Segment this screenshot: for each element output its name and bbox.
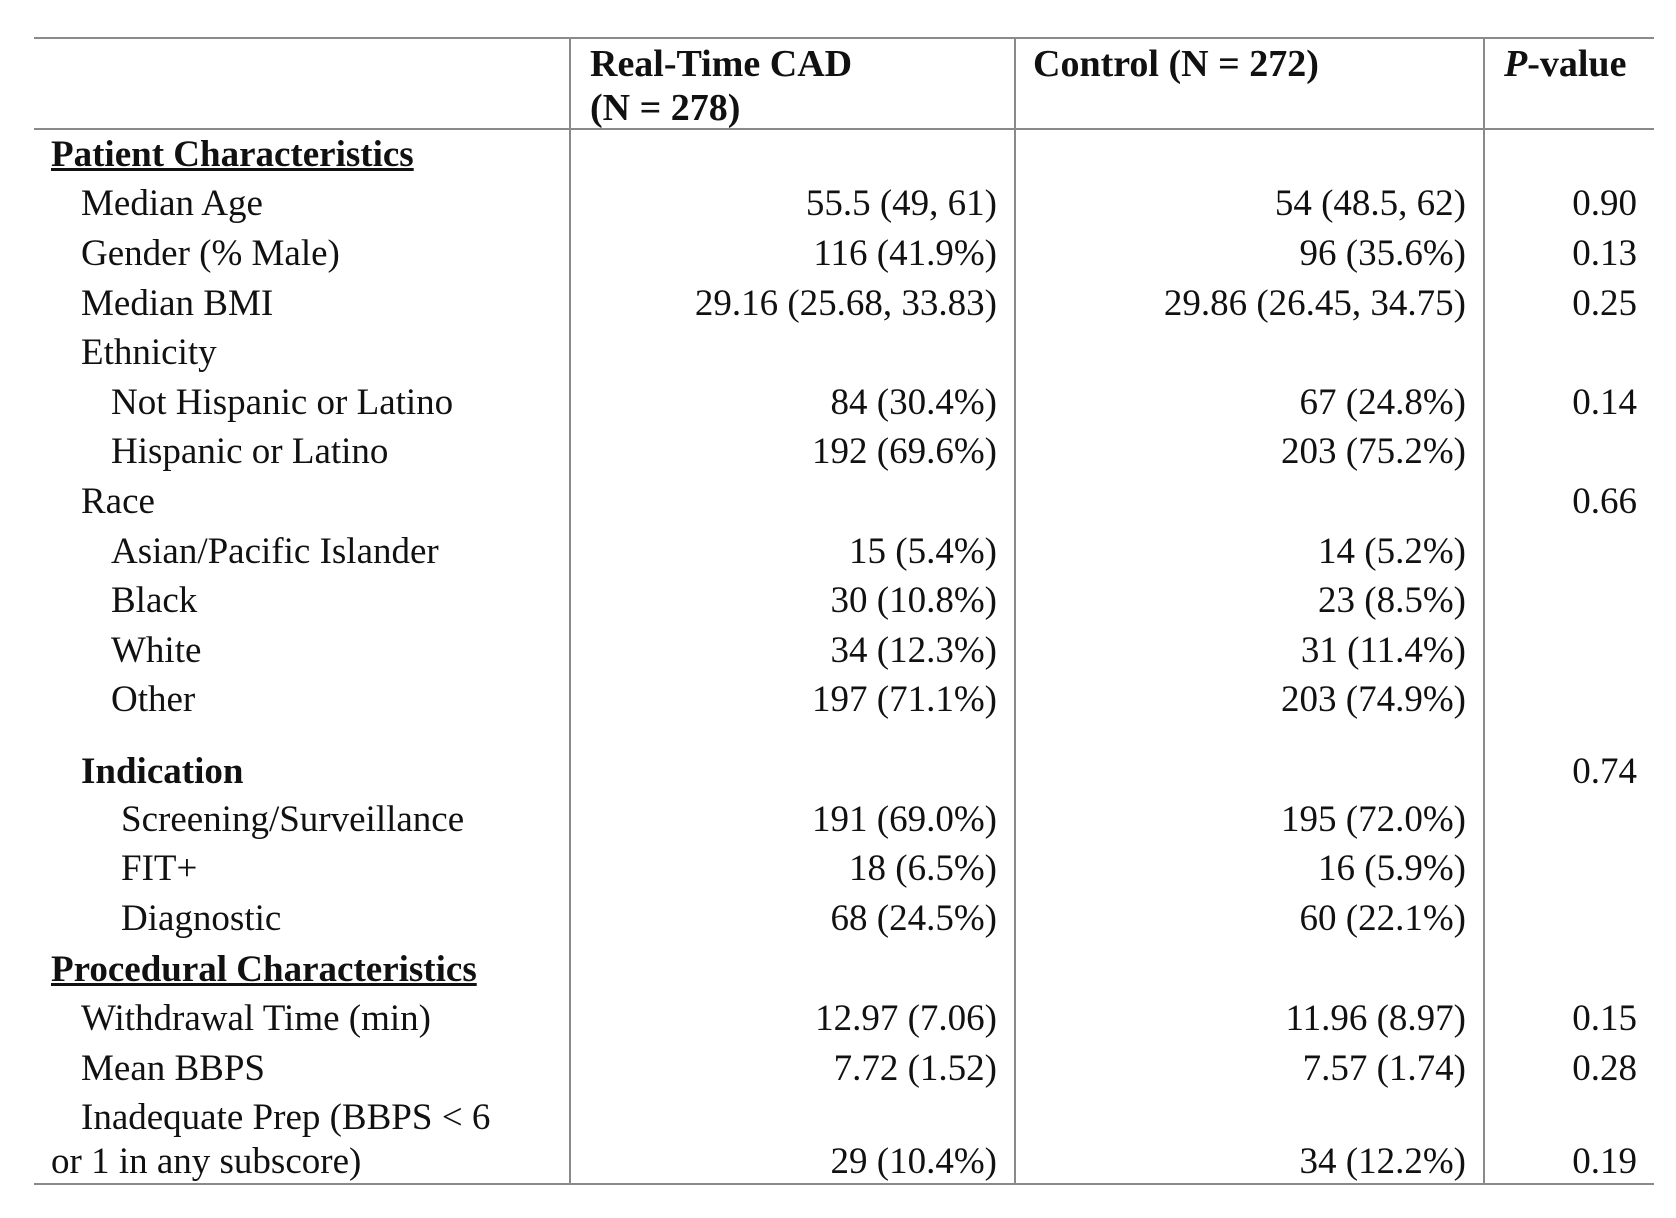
control-black: 23 (8.5%) bbox=[1318, 580, 1466, 621]
header-p-rest: -value bbox=[1527, 43, 1627, 85]
row-label-not-hispanic: Not Hispanic or Latino bbox=[111, 382, 454, 423]
cad-inadequate-prep: 29 (10.4%) bbox=[830, 1141, 997, 1182]
section-patient-characteristics: Patient Characteristics bbox=[51, 134, 414, 175]
col-divider-3 bbox=[1483, 37, 1485, 1185]
control-not-hispanic: 67 (24.8%) bbox=[1299, 382, 1466, 423]
p-median-bmi: 0.25 bbox=[1572, 283, 1637, 324]
row-label-inadequate-prep-line2: or 1 in any subscore) bbox=[51, 1141, 362, 1182]
row-label-gender: Gender (% Male) bbox=[81, 233, 340, 274]
p-median-age: 0.90 bbox=[1572, 183, 1637, 224]
control-median-bmi: 29.86 (26.45, 34.75) bbox=[1163, 283, 1466, 324]
row-label-withdrawal-time: Withdrawal Time (min) bbox=[81, 998, 431, 1039]
control-diagnostic: 60 (22.1%) bbox=[1299, 898, 1466, 939]
header-p-italic: P bbox=[1504, 43, 1528, 85]
row-label-inadequate-prep-line1: Inadequate Prep (BBPS < 6 bbox=[81, 1097, 491, 1138]
header-p-value bbox=[1504, 41, 1626, 87]
cad-diagnostic: 68 (24.5%) bbox=[830, 898, 997, 939]
control-median-age: 54 (48.5, 62) bbox=[1274, 183, 1466, 224]
p-withdrawal-time: 0.15 bbox=[1572, 998, 1637, 1039]
row-label-black: Black bbox=[111, 580, 198, 621]
p-mean-bbps: 0.28 bbox=[1572, 1048, 1637, 1089]
row-label-white: White bbox=[111, 630, 202, 671]
header-cad-line2: (N = 278) bbox=[590, 87, 741, 129]
cad-gender: 116 (41.9%) bbox=[813, 233, 997, 274]
row-label-indication: Indication bbox=[81, 751, 244, 792]
cad-fit-positive: 18 (6.5%) bbox=[849, 848, 997, 889]
p-gender: 0.13 bbox=[1572, 233, 1637, 274]
row-label-median-bmi: Median BMI bbox=[81, 283, 274, 324]
cad-mean-bbps: 7.72 (1.52) bbox=[833, 1048, 997, 1089]
control-white: 31 (11.4%) bbox=[1300, 630, 1466, 671]
row-label-diagnostic: Diagnostic bbox=[121, 898, 282, 939]
p-inadequate-prep: 0.19 bbox=[1572, 1141, 1637, 1182]
row-label-race: Race bbox=[81, 481, 155, 522]
p-ethnicity: 0.14 bbox=[1572, 382, 1637, 423]
control-gender: 96 (35.6%) bbox=[1299, 233, 1466, 274]
cad-median-bmi: 29.16 (25.68, 33.83) bbox=[694, 283, 997, 324]
col-divider-2 bbox=[1014, 37, 1016, 1185]
cad-withdrawal-time: 12.97 (7.06) bbox=[815, 998, 997, 1039]
control-screening-surveillance: 195 (72.0%) bbox=[1281, 799, 1466, 840]
cad-median-age: 55.5 (49, 61) bbox=[805, 183, 997, 224]
cad-black: 30 (10.8%) bbox=[830, 580, 997, 621]
row-label-other: Other bbox=[111, 679, 196, 720]
cad-white: 34 (12.3%) bbox=[830, 630, 997, 671]
row-label-ethnicity: Ethnicity bbox=[81, 332, 217, 373]
cad-other: 197 (71.1%) bbox=[812, 679, 997, 720]
control-fit-positive: 16 (5.9%) bbox=[1318, 848, 1466, 889]
row-label-hispanic: Hispanic or Latino bbox=[111, 431, 389, 472]
top-rule bbox=[34, 37, 1654, 39]
cad-not-hispanic: 84 (30.4%) bbox=[830, 382, 997, 423]
row-label-median-age: Median Age bbox=[81, 183, 263, 224]
control-hispanic: 203 (75.2%) bbox=[1281, 431, 1466, 472]
col-divider-1 bbox=[569, 37, 571, 1185]
header-rule bbox=[34, 128, 1654, 130]
cad-screening-surveillance: 191 (69.0%) bbox=[812, 799, 997, 840]
control-mean-bbps: 7.57 (1.74) bbox=[1302, 1048, 1466, 1089]
control-other: 203 (74.9%) bbox=[1281, 679, 1466, 720]
header-cad-line1: Real-Time CAD bbox=[590, 43, 853, 85]
row-label-screening-surveillance: Screening/Surveillance bbox=[121, 799, 465, 840]
cad-hispanic: 192 (69.6%) bbox=[812, 431, 997, 472]
row-label-fit-positive: FIT+ bbox=[121, 848, 198, 889]
row-label-mean-bbps: Mean BBPS bbox=[81, 1048, 266, 1089]
p-race: 0.66 bbox=[1572, 481, 1637, 522]
section-procedural-characteristics: Procedural Characteristics bbox=[51, 949, 477, 990]
header-control: Control (N = 272) bbox=[1033, 43, 1319, 85]
control-withdrawal-time: 11.96 (8.97) bbox=[1285, 998, 1466, 1039]
row-label-asian-pacific-islander: Asian/Pacific Islander bbox=[111, 531, 439, 572]
p-indication: 0.74 bbox=[1572, 751, 1637, 792]
control-inadequate-prep: 34 (12.2%) bbox=[1299, 1141, 1466, 1182]
cad-asian-pacific-islander: 15 (5.4%) bbox=[849, 531, 997, 572]
characteristics-table bbox=[34, 37, 1654, 1185]
control-asian-pacific-islander: 14 (5.2%) bbox=[1318, 531, 1466, 572]
